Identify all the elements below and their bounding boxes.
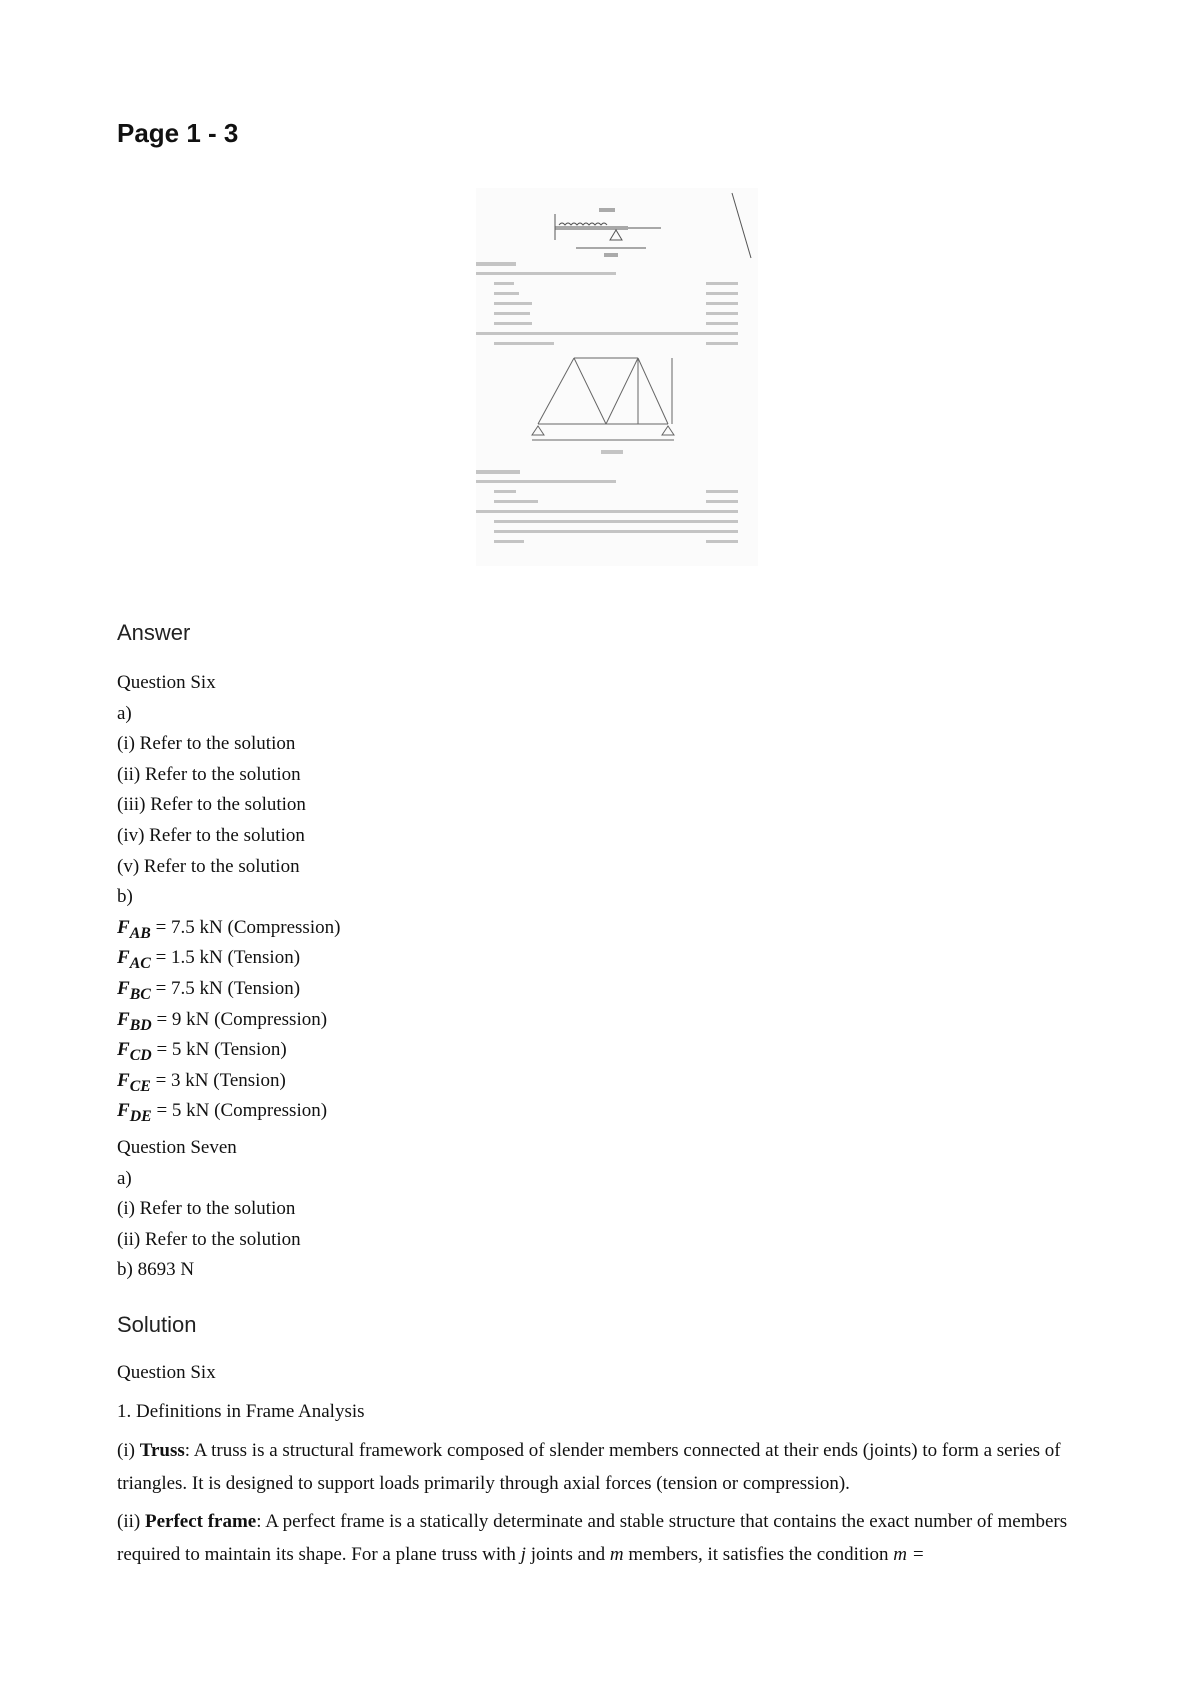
definition-truss: (i) Truss: A truss is a structural framework composed of slender members connected at their ends (joints) to form a series of triangles. It is designed to support loads primarily through axial forces (tension or compression).	[117, 1440, 1061, 1494]
answer-line: Question Seven	[117, 1136, 237, 1158]
force-result: $F_{CE} = 3$ kN (Tension)	[117, 1069, 286, 1095]
answer-line: (iii) Refer to the solution	[117, 794, 306, 816]
answer-line: (i) Refer to the solution	[117, 733, 296, 755]
force-result: $F_{DE} = 5$ kN (Compression)	[117, 1100, 328, 1126]
answer-line: (v) Refer to the solution	[117, 855, 300, 877]
answer-line: (ii) Refer to the solution	[117, 763, 301, 785]
definition-perfect-frame: (ii) Perfect frame: A perfect frame is a statically determinate and stable structure that contains the exact number of members required to maintain its shape. For a plane truss with j joints and m members, it satisfies the condition m =	[117, 1511, 1068, 1565]
answer-line: Question Six	[117, 672, 216, 693]
answer-line: b) 8693 N	[117, 1259, 195, 1281]
force-result: $F_{CD} = 5$ kN (Tension)	[117, 1039, 287, 1064]
answer-line: b)	[117, 886, 133, 908]
solution-heading: Solution	[117, 1312, 197, 1337]
solution-subheading: 1. Definitions in Frame Analysis	[117, 1401, 365, 1422]
answer-heading: Answer	[117, 620, 191, 645]
force-result: $F_{BC} = 7.5$ kN (Tension)	[117, 977, 301, 1003]
answer-line: (iv) Refer to the solution	[117, 824, 305, 846]
solution-question-label: Question Six	[117, 1362, 216, 1383]
question-scan-image	[476, 188, 758, 566]
answer-list	[117, 668, 717, 1286]
answer-line: (ii) Refer to the solution	[117, 1228, 301, 1250]
answer-line: (i) Refer to the solution	[117, 1198, 296, 1220]
answer-line: a)	[117, 1167, 132, 1189]
page-title: Page 1 - 3	[117, 118, 239, 148]
force-result: $F_{AB} = 7.5$ kN (Compression)	[117, 916, 341, 942]
force-result: $F_{AC} = 1.5$ kN (Tension)	[117, 947, 301, 973]
force-result: $F_{BD} = 9$ kN (Compression)	[117, 1008, 328, 1034]
answer-line: a)	[117, 702, 132, 724]
